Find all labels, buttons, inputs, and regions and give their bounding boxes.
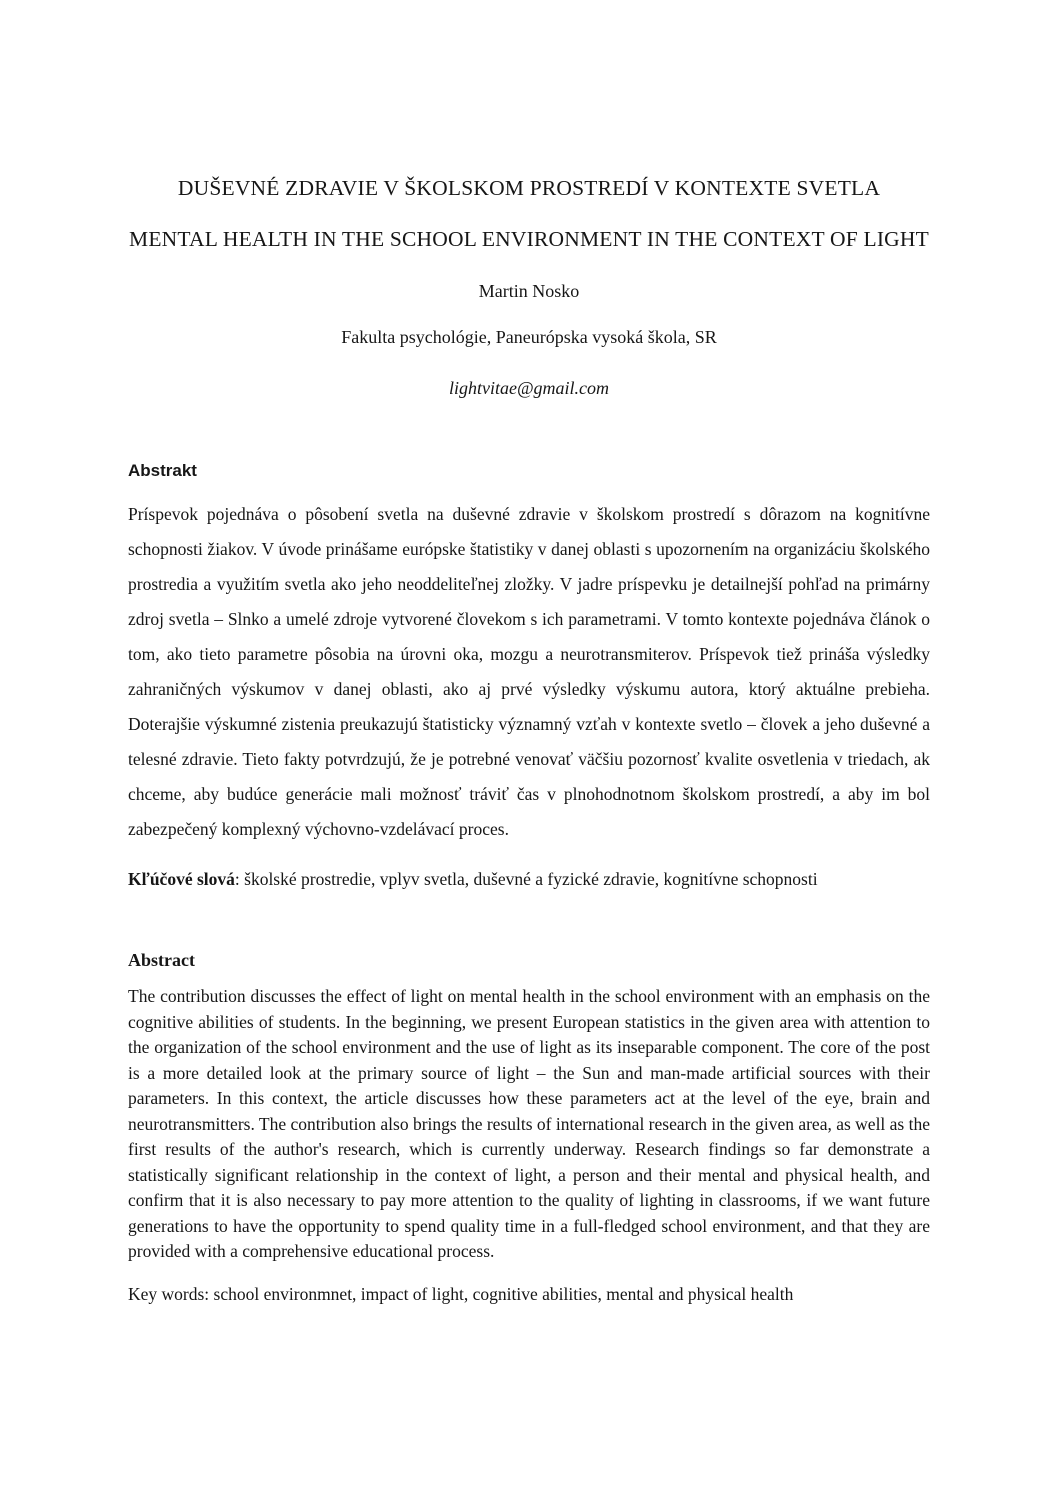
- paper-title-english: MENTAL HEALTH IN THE SCHOOL ENVIRONMENT IN THE CONTEXT OF LIGHT: [129, 227, 929, 251]
- keywords-english: Key words: school environmnet, impact of light, cognitive abilities, mental and physical health: [128, 1284, 794, 1304]
- author-email: lightvitae@gmail.com: [448, 378, 610, 398]
- abstract-slovak-heading: Abstrakt: [128, 461, 197, 480]
- keywords-slovak-list: : školské prostredie, vplyv svetla, duševné a fyzické zdravie, kognitívne schopnosti: [234, 869, 818, 889]
- author-name: Martin Nosko: [478, 281, 580, 301]
- author-affiliation: Fakulta psychológie, Paneurópska vysoká škola, SR: [341, 327, 717, 347]
- keywords-slovak-label: Kľúčové slová: [128, 869, 235, 889]
- abstract-slovak-body: Príspevok pojednáva o pôsobení svetla na duševné zdravie v školskom prostredí s dôrazom na kognitívne schopnosti žiakov. V úvode prinášame európske štatistiky v danej oblasti s upozornením na organizáciu školského prostredia a využitím svetla ako jeho neoddeliteľnej zložky. V jadre príspevku je detailnejší pohľad na primárny zdroj svetla – Slnko a umelé zdroje vytvorené človekom s ich parametrami. V tomto kontexte pojednáva článok o tom, ako tieto parametre pôsobia na úrovni oka, mozgu a neurotransmiterov. Príspevok tiež prináša výsledky zahraničných výskumov v danej oblasti, ako aj prvé výsledky výskumu autora, ktorý aktuálne prebieha. Doterajšie výskumné zistenia preukazujú štatisticky významný vzťah v kontexte svetlo – človek a jeho duševné a telesné zdravie. Tieto fakty potvrdzujú, že je potrebné venovať väčšiu pozornosť kvalite osvetlenia v triedach, ak chceme, aby budúce generácie mali možnosť tráviť čas v plnohodnotnom školskom prostredí, a aby im bol zabezpečený komplexný výchovno-vzdelávací proces.: [128, 504, 930, 839]
- paper-title-slovak: DUŠEVNÉ ZDRAVIE V ŠKOLSKOM PROSTREDÍ V KONTEXTE SVETLA: [177, 176, 881, 200]
- abstract-english-body: The contribution discusses the effect of light on mental health in the school environment with an emphasis on the cognitive abilities of students. In the beginning, we present European statistics in the given area with attention to the organization of the school environment and the use of light as its inseparable component. The core of the post is a more detailed look at the primary source of light – the Sun and man-made artificial sources with their parameters. In this context, the article discusses how these parameters act at the level of the eye, brain and neurotransmitters. The contribution also brings the results of international research in the given area, as well as the first results of the author's research, which is currently underway. Research findings so far demonstrate a statistically significant relationship in the context of light, a person and their mental and physical health, and confirm that it is also necessary to pay more attention to the quality of lighting in classrooms, if we want future generations to have the opportunity to spend quality time in a full-fledged school environment, and that they are provided with a comprehensive educational process.: [128, 986, 931, 1261]
- keywords-slovak: [128, 867, 930, 891]
- abstract-english-heading: Abstract: [128, 950, 195, 970]
